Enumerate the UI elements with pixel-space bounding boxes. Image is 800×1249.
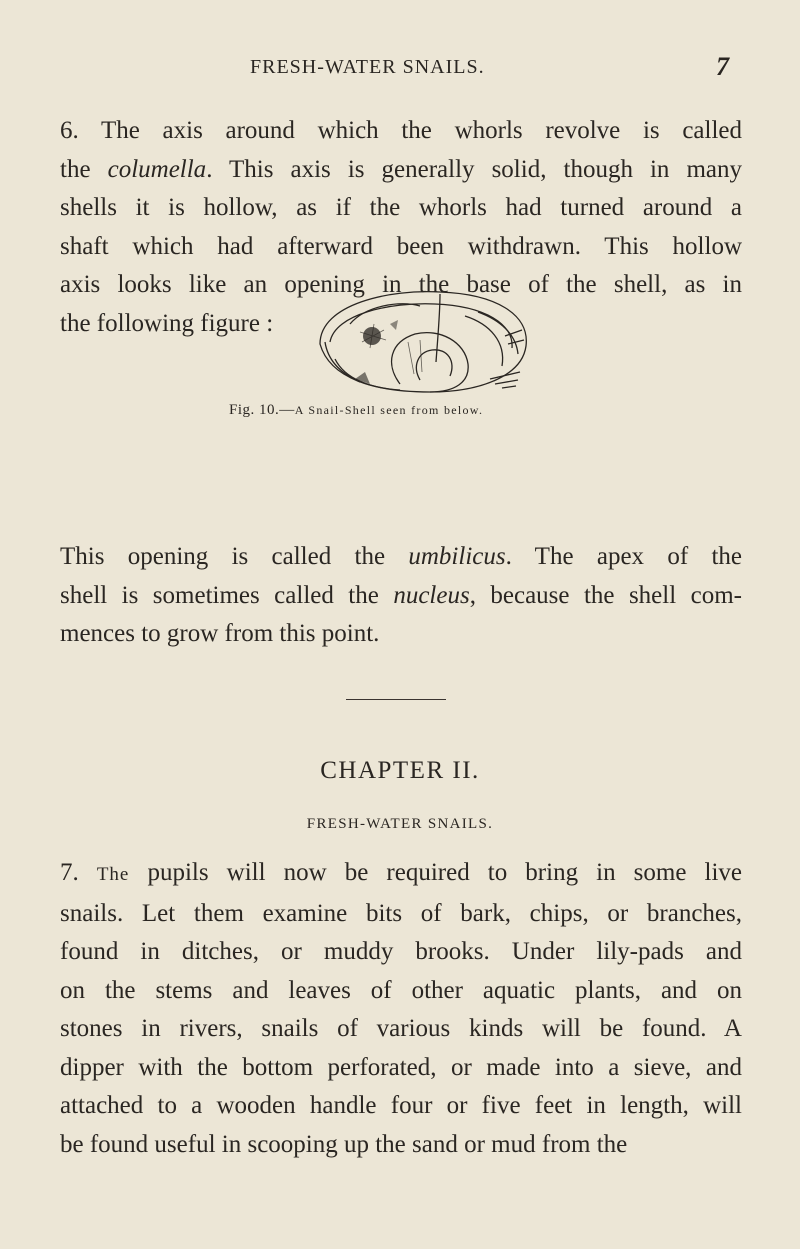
snail-shell-illustration — [290, 284, 580, 399]
italic-term: nucleus — [393, 581, 470, 609]
text-line: be found useful in scooping up the sand or mud from the — [60, 1130, 628, 1158]
italic-term: umbilicus — [408, 543, 506, 570]
chapter-subheading: FRESH-WATER SNAILS. — [306, 816, 494, 832]
text-line: on the stems and leaves of other aquatic plants, and on — [60, 976, 742, 1004]
running-head — [0, 50, 800, 84]
figure-caption — [229, 402, 749, 419]
text-line: stones in rivers, snails of various kinds will be found. A — [60, 1015, 742, 1042]
lead-word: The — [96, 864, 130, 885]
page-number: 7 — [716, 52, 729, 81]
paragraph-umbilicus — [60, 538, 742, 654]
text-line: shaft which had afterward been withdrawn. This hollow — [60, 232, 742, 260]
paragraph-section-7 — [60, 854, 742, 1164]
text-fragment: pupils will now be required to bring in some live — [147, 859, 743, 886]
section-number: 7. — [60, 859, 79, 886]
text-line: mences to grow from this point. — [60, 620, 380, 647]
text-line: found in ditches, or muddy brooks. Under lily-pads and — [60, 938, 742, 965]
figure-label: Fig. 10.— — [229, 402, 295, 418]
text-line: the following figure : — [60, 309, 274, 337]
section-divider — [346, 699, 446, 700]
text-line-section-7-start — [60, 854, 742, 895]
italic-term: columella — [107, 155, 207, 183]
figure-caption-text: A Snail-Shell seen from below. — [294, 403, 484, 417]
text-line: shells it is hollow, as if the whorls had turned around a — [60, 194, 742, 221]
chapter-heading: CHAPTER II. — [320, 757, 480, 784]
text-line: snails. Let them examine bits of bark, chips, or branches, — [60, 899, 742, 927]
text-line: 6. The axis around which the whorls revolve is called — [60, 117, 742, 144]
text-line-nucleus: shell is sometimes called the nucleus, because the shell com- — [60, 581, 742, 609]
text-line: dipper with the bottom perforated, or made into a sieve, and — [60, 1053, 742, 1081]
text-line-columella: the columella. This axis is generally solid, though in many — [60, 155, 743, 183]
text-line: attached to a wooden handle four or five feet in length, will — [60, 1092, 742, 1119]
text-line-umbilicus: This opening is called the umbilicus. The apex of the — [60, 543, 742, 570]
text-line: axis looks like an opening in the base of the shell, as in — [60, 271, 742, 298]
running-head-title: FRESH-WATER SNAILS. — [250, 56, 485, 78]
